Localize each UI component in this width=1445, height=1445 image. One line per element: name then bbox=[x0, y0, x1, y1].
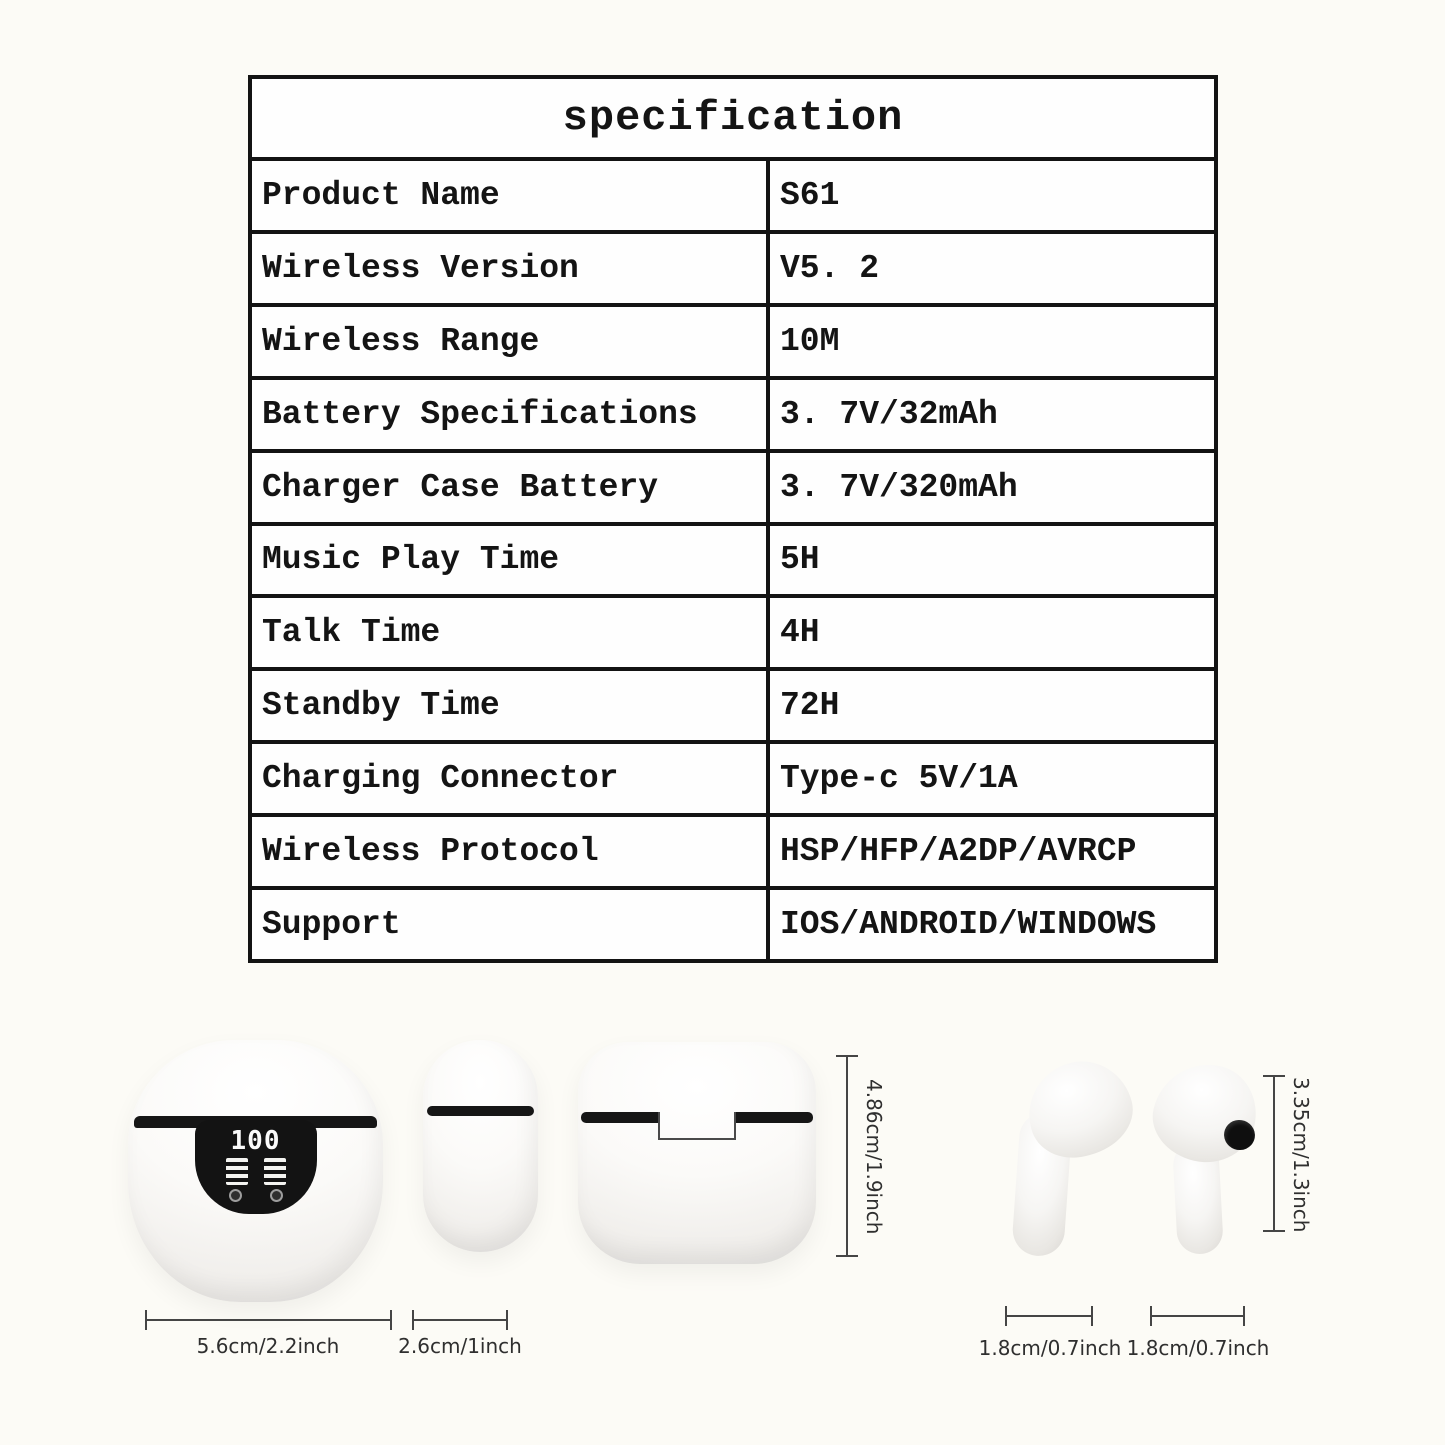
table-row-charger-case-battery bbox=[252, 453, 1214, 526]
spec-label: Charging Connector bbox=[252, 744, 770, 813]
spec-label: Product Name bbox=[252, 161, 770, 230]
case-width-dimension-line bbox=[145, 1319, 392, 1321]
spec-value: 3. 7V/320mAh bbox=[780, 468, 1018, 506]
table-row-wireless-version bbox=[252, 234, 1214, 307]
spec-value: 10M bbox=[780, 322, 840, 360]
earbud-indicator-icon bbox=[270, 1189, 283, 1202]
spec-label: Standby Time bbox=[252, 671, 770, 740]
earbud-head bbox=[1144, 1054, 1265, 1172]
earbud-height-dimension-line bbox=[1273, 1075, 1275, 1232]
case-height-dimension-label: 4.86cm/1.9inch bbox=[862, 1079, 886, 1235]
spec-value: Type-c 5V/1A bbox=[780, 760, 1018, 798]
spec-value: S61 bbox=[780, 176, 840, 214]
spec-label: Music Play Time bbox=[252, 526, 770, 595]
earbud-status-indicators bbox=[195, 1189, 317, 1202]
charging-case-side-view bbox=[423, 1040, 538, 1252]
earbud-angled-view bbox=[1148, 1058, 1263, 1258]
spec-label: Charger Case Battery bbox=[252, 453, 770, 522]
case-height-dimension-line bbox=[846, 1055, 848, 1257]
table-row-charging-connector bbox=[252, 744, 1214, 817]
spec-value: HSP/HFP/A2DP/AVRCP bbox=[780, 833, 1137, 871]
battery-level-bars bbox=[195, 1158, 317, 1185]
led-battery-percentage: 100 bbox=[230, 1126, 281, 1156]
table-row-talk-time bbox=[252, 598, 1214, 671]
specification-table bbox=[248, 75, 1218, 963]
spec-label: Talk Time bbox=[252, 598, 770, 667]
case-lid-seam bbox=[581, 1112, 658, 1123]
table-title: specification bbox=[252, 79, 1214, 161]
case-hinge-notch bbox=[658, 1112, 736, 1140]
table-row-wireless-protocol bbox=[252, 817, 1214, 890]
spec-value: 4H bbox=[780, 614, 820, 652]
earbud-left-width-dimension-label: 1.8cm/0.7inch bbox=[978, 1336, 1122, 1360]
battery-bar-icon bbox=[264, 1158, 286, 1185]
battery-bar-icon bbox=[226, 1158, 248, 1185]
case-lid-seam bbox=[427, 1106, 534, 1116]
spec-label: Wireless Protocol bbox=[252, 817, 770, 886]
led-display-panel bbox=[195, 1120, 317, 1214]
spec-label: Support bbox=[252, 890, 770, 959]
table-row-battery-specifications bbox=[252, 380, 1214, 453]
earbud-side-view bbox=[1014, 1062, 1136, 1258]
table-row-wireless-range bbox=[252, 307, 1214, 380]
case-width-dimension-label: 5.6cm/2.2inch bbox=[196, 1334, 340, 1358]
earbud-indicator-icon bbox=[229, 1189, 242, 1202]
earbud-right-width-dimension-line bbox=[1150, 1315, 1245, 1317]
case-lid-seam bbox=[736, 1112, 813, 1123]
charging-case-back-view bbox=[578, 1042, 816, 1264]
table-row-music-play-time bbox=[252, 526, 1214, 599]
charging-case-front-view bbox=[128, 1040, 383, 1302]
case-depth-dimension-label: 2.6cm/1inch bbox=[398, 1334, 522, 1358]
spec-value: 72H bbox=[780, 687, 840, 725]
earbud-right-width-dimension-label: 1.8cm/0.7inch bbox=[1126, 1336, 1270, 1360]
table-row-standby-time bbox=[252, 671, 1214, 744]
table-row-product-name bbox=[252, 161, 1214, 234]
spec-value: 3. 7V/32mAh bbox=[780, 395, 998, 433]
spec-value: IOS/ANDROID/WINDOWS bbox=[780, 906, 1157, 944]
spec-label: Battery Specifications bbox=[252, 380, 770, 449]
spec-label: Wireless Range bbox=[252, 307, 770, 376]
case-depth-dimension-line bbox=[412, 1319, 508, 1321]
spec-label: Wireless Version bbox=[252, 234, 770, 303]
earbud-left-width-dimension-line bbox=[1005, 1315, 1093, 1317]
earbud-height-dimension-label: 3.35cm/1.3inch bbox=[1289, 1076, 1313, 1233]
spec-value: V5. 2 bbox=[780, 249, 880, 287]
spec-value: 5H bbox=[780, 541, 820, 579]
table-row-support bbox=[252, 890, 1214, 959]
